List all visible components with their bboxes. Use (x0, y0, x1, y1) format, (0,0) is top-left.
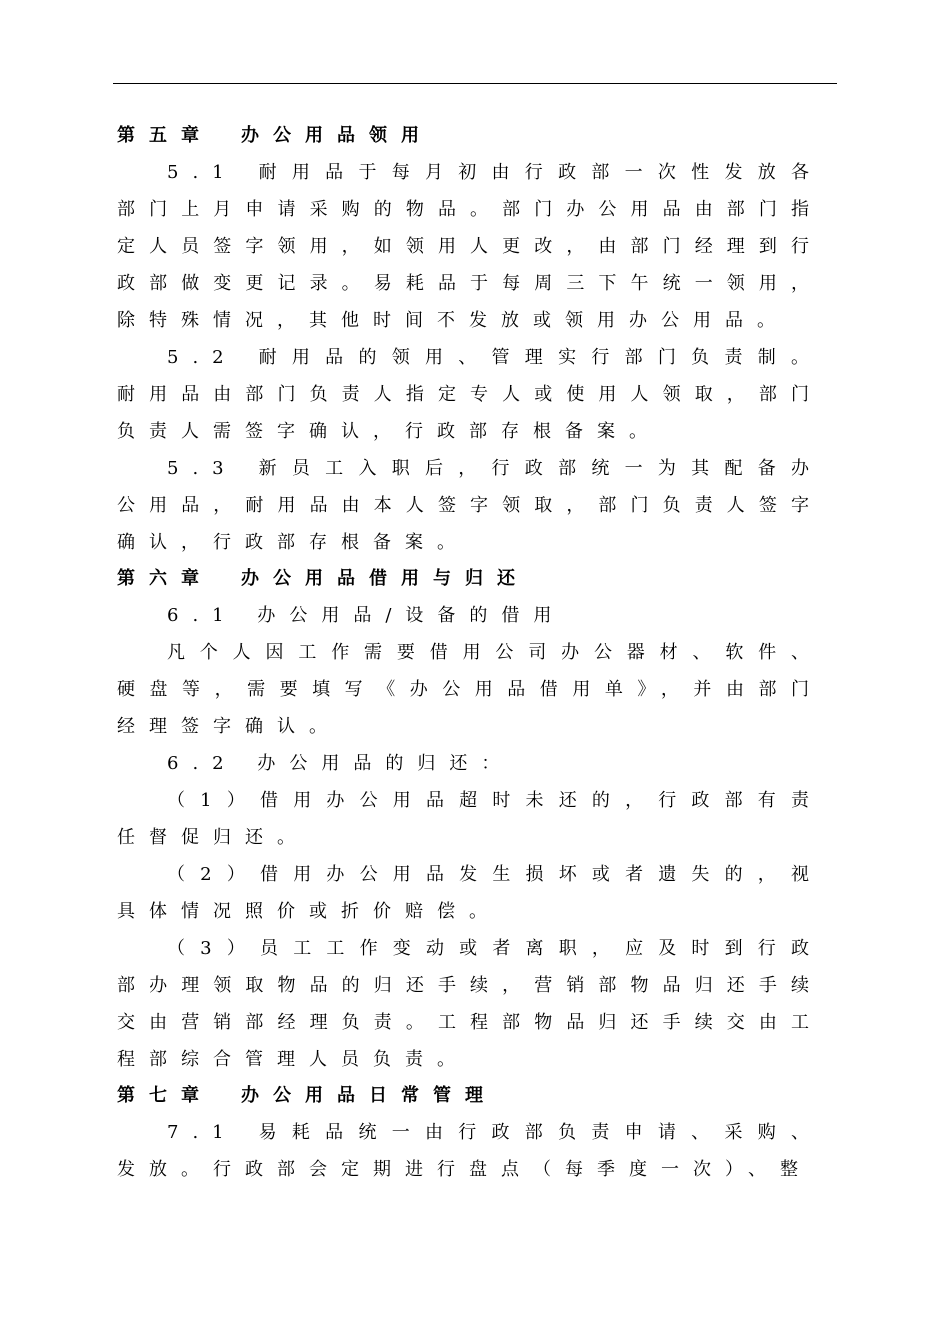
chapter-number: 第六章 (117, 568, 213, 589)
paragraph: 凡个人因工作需要借用公司办公器材、软件、硬盘等，需要填写《办公用品借用单》，并由部门经理签字确认。 (117, 642, 823, 737)
chapter-number: 第五章 (117, 125, 213, 146)
paragraph: （1）借用办公用品超时未还的，行政部有责任督促归还。 (117, 790, 823, 848)
document-body (117, 118, 823, 1188)
paragraph: 5.1 耐用品于每月初由行政部一次性发放各部门上月申请采购的物品。部门办公用品由部门指定人员签字领用，如领用人更改，由部门经理到行政部做变更记录。易耗品于每周三下午统一领用，除特殊情况，其他时间不发放或领用办公用品。 (117, 162, 823, 331)
header-rule (113, 83, 837, 84)
chapter-heading (117, 561, 823, 597)
paragraph: 6.2 办公用品的归还： (167, 753, 514, 774)
paragraph: 5.3 新员工入职后，行政部统一为其配备办公用品，耐用品由本人签字领取，部门负责人签字确认，行政部存根备案。 (117, 458, 823, 553)
chapter-heading (117, 118, 823, 154)
paragraph: 7.1 易耗品统一由行政部负责申请、采购、发放。行政部会定期进行盘点（每季度一次）、整 (117, 1122, 823, 1180)
chapter-title: 办公用品借用与归还 (241, 568, 529, 589)
chapter-heading (117, 1078, 823, 1114)
chapter-number: 第七章 (117, 1085, 213, 1106)
paragraph: 6.1 办公用品/设备的借用 (167, 605, 566, 626)
paragraph: （3）员工工作变动或者离职，应及时到行政部办理领取物品的归还手续，营销部物品归还手续交由营销部经理负责。工程部物品归还手续交由工程部综合管理人员负责。 (117, 938, 823, 1070)
chapter-title: 办公用品日常管理 (241, 1085, 497, 1106)
chapter-title: 办公用品领用 (241, 125, 433, 146)
paragraph: 5.2 耐用品的领用、管理实行部门负责制。耐用品由部门负责人指定专人或使用人领取，部门负责人需签字确认，行政部存根备案。 (117, 347, 823, 442)
paragraph: （2）借用办公用品发生损坏或者遗失的，视具体情况照价或折价赔偿。 (117, 864, 823, 922)
